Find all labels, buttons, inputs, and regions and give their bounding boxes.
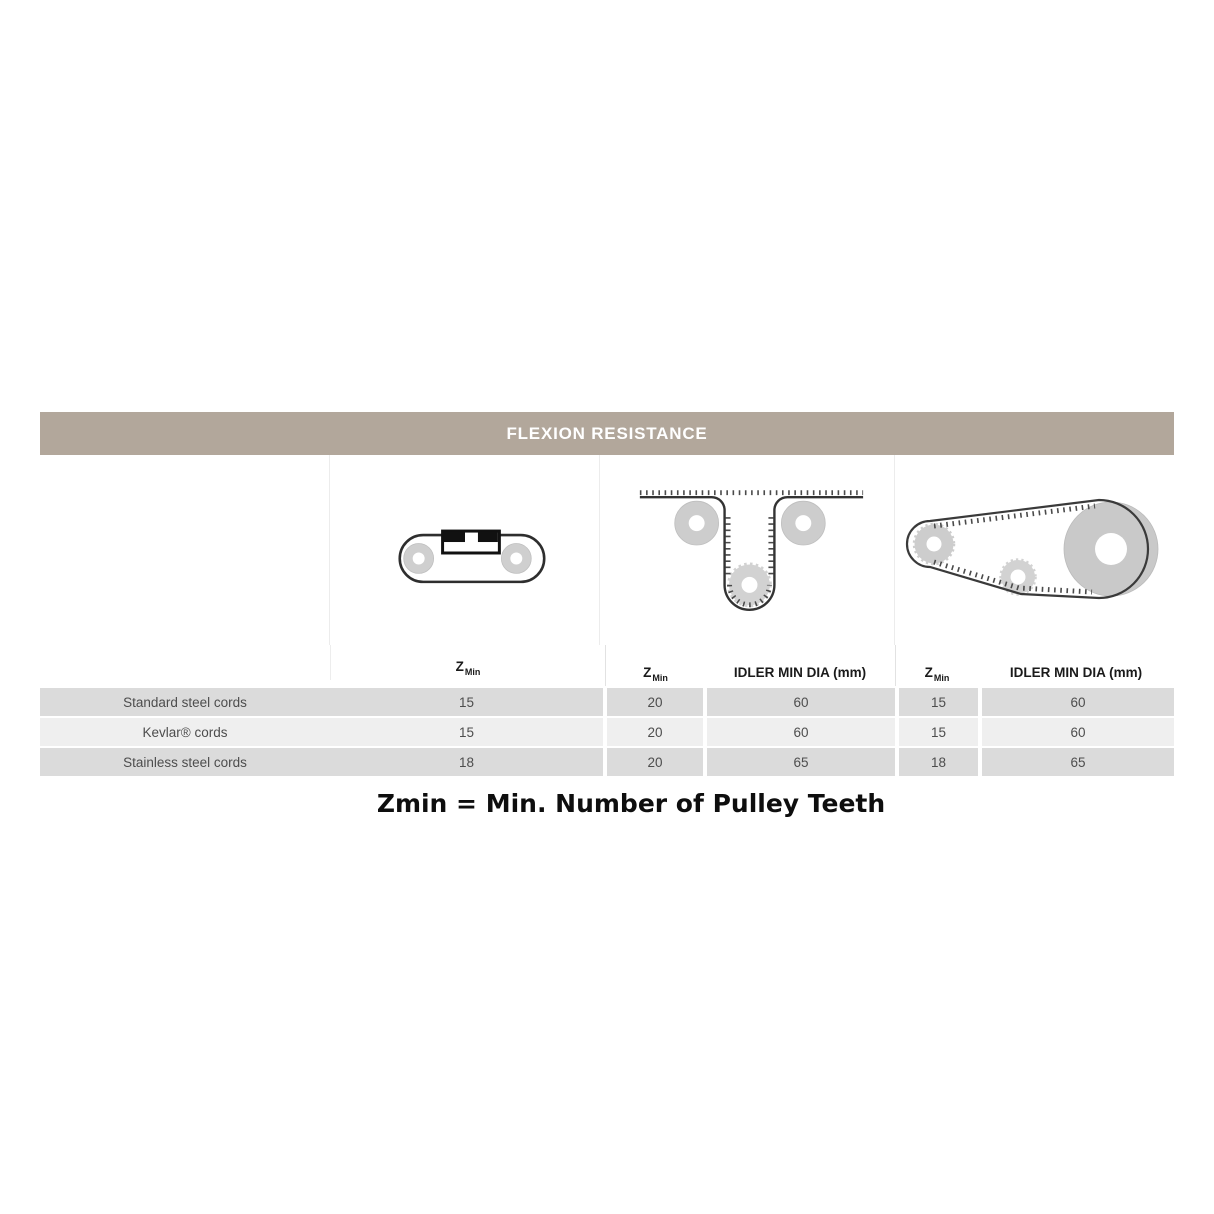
zmin-value: 20 <box>607 688 703 716</box>
table-row-standard-steel <box>40 688 1174 716</box>
column-header-row <box>40 645 1174 686</box>
zmin-value: 15 <box>899 718 978 746</box>
empty-label-cell <box>40 455 330 645</box>
pulley-train-diagram <box>895 455 1174 645</box>
idler-dia-value: 65 <box>707 748 895 776</box>
row-label: Kevlar® cords <box>142 724 228 740</box>
row-label-cell <box>40 718 603 746</box>
row-label-cell <box>40 748 603 776</box>
zmin-header-group3 <box>895 645 978 686</box>
omega-drive-icon <box>600 455 894 645</box>
zmin-label: Z <box>924 665 933 680</box>
idler-min-dia-header-group2: IDLER MIN DIA (mm) <box>733 665 867 680</box>
table-row-kevlar <box>40 718 1174 746</box>
zmin-value: 20 <box>607 718 703 746</box>
header-spacer <box>40 645 331 680</box>
zmin-label: Z <box>455 659 464 674</box>
zmin-value: 15 <box>458 724 475 740</box>
pulley-train-icon <box>895 455 1174 645</box>
zmin-header-group2 <box>605 645 705 686</box>
idler-dia-value: 60 <box>982 688 1174 716</box>
row-label: Stainless steel cords <box>123 754 247 770</box>
zmin-subscript: Min <box>464 667 481 677</box>
row-label: Standard steel cords <box>123 694 247 710</box>
zmin-value: 18 <box>899 748 978 776</box>
zmin-definition-caption: Zmin = Min. Number of Pulley Teeth <box>376 789 886 818</box>
zmin-label: Z <box>643 665 652 680</box>
zmin-header-group1 <box>40 645 605 686</box>
belt-clamp-icon <box>330 455 599 645</box>
omega-drive-diagram <box>600 455 895 645</box>
idler-dia-value: 65 <box>982 748 1174 776</box>
zmin-subscript: Min <box>933 673 950 683</box>
idler-dia-value: 60 <box>707 688 895 716</box>
diagram-row <box>40 455 1174 645</box>
table-row-stainless-steel <box>40 748 1174 776</box>
zmin-value: 20 <box>607 748 703 776</box>
idler-dia-value: 60 <box>982 718 1174 746</box>
row-label-cell <box>40 688 603 716</box>
zmin-value: 15 <box>899 688 978 716</box>
zmin-subscript: Min <box>652 673 668 683</box>
idler-min-dia-header-group3: IDLER MIN DIA (mm) <box>1009 665 1143 680</box>
idler-dia-value: 60 <box>707 718 895 746</box>
flexion-resistance-table <box>40 412 1174 776</box>
table-title: FLEXION RESISTANCE <box>40 412 1174 455</box>
zmin-value: 15 <box>458 694 475 710</box>
linear-belt-clamp-diagram <box>330 455 600 645</box>
zmin-value: 18 <box>458 754 475 770</box>
